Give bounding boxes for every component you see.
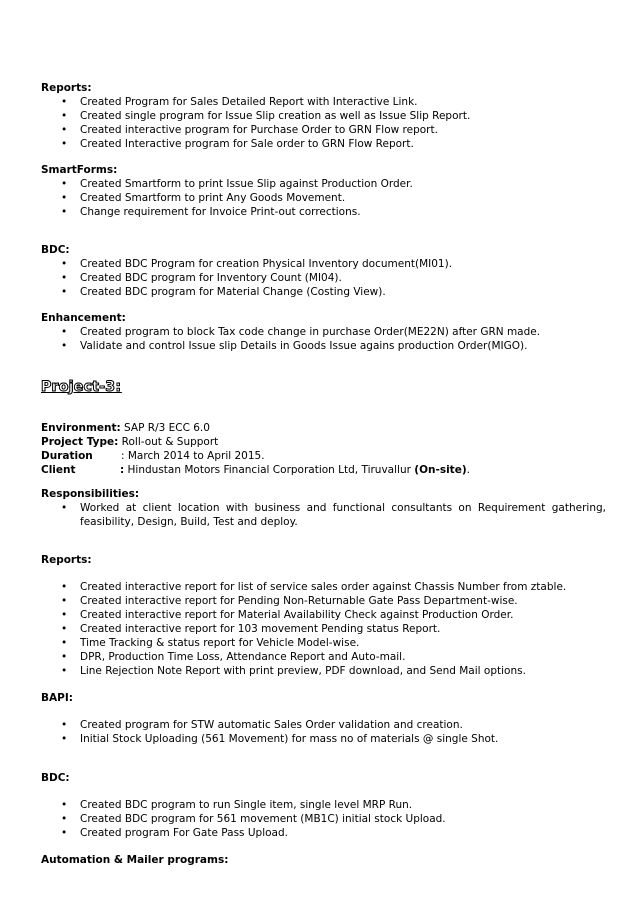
list-item: • Line Rejection Note Report with print preview, PDF download, and Send Mail options. bbox=[41, 664, 606, 678]
list-item: • Created interactive report for 103 movement Pending status Report. bbox=[41, 622, 606, 636]
list-item: • Created interactive report for Pending Non-Returnable Gate Pass Department-wise. bbox=[41, 594, 606, 608]
project-type-row bbox=[41, 435, 606, 449]
list-item: • Created program For Gate Pass Upload. bbox=[41, 826, 606, 840]
section-title: BDC: bbox=[41, 244, 70, 256]
bullet-list bbox=[41, 718, 606, 746]
project-heading: Project-3: bbox=[41, 379, 122, 395]
client-separator: : bbox=[120, 464, 125, 476]
project-type-label: Project Type: bbox=[41, 436, 119, 448]
bdc-section-2 bbox=[41, 771, 606, 840]
reports-section-1 bbox=[41, 81, 606, 151]
list-item: • Created Interactive program for Sale order to GRN Flow Report. bbox=[41, 137, 606, 151]
list-item: • Validate and control Issue slip Details in Goods Issue agains production Order(MIGO). bbox=[41, 339, 606, 353]
list-item: • Created interactive report for list of service sales order against Chassis Number from ztable. bbox=[41, 580, 606, 594]
list-item: • Created BDC program for Inventory Count (MI04). bbox=[41, 271, 606, 285]
list-item: • Created BDC program to run Single item, single level MRP Run. bbox=[41, 798, 606, 812]
bullet-list bbox=[41, 501, 606, 529]
client-end: . bbox=[466, 464, 470, 476]
list-item: • Created Smartform to print Issue Slip against Production Order. bbox=[41, 177, 606, 191]
environment-value: SAP R/3 ECC 6.0 bbox=[120, 422, 210, 434]
list-item: • Created interactive program for Purchase Order to GRN Flow report. bbox=[41, 123, 606, 137]
enhancement-section bbox=[41, 311, 606, 353]
reports-section-2 bbox=[41, 553, 606, 678]
environment-label: Environment: bbox=[41, 422, 121, 434]
section-title: Reports: bbox=[41, 554, 92, 566]
bullet-list bbox=[41, 798, 606, 840]
section-title: Responsibilities: bbox=[41, 488, 140, 500]
list-item: • Created BDC Program for creation Physical Inventory document(MI01). bbox=[41, 257, 606, 271]
client-row bbox=[41, 463, 606, 477]
automation-section bbox=[41, 853, 606, 867]
duration-value: : March 2014 to April 2015. bbox=[121, 450, 265, 462]
client-value: Hindustan Motors Financial Corporation Ltd, Tiruvallur bbox=[124, 464, 415, 476]
section-title: Enhancement: bbox=[41, 312, 126, 324]
bullet-list bbox=[41, 177, 606, 219]
bullet-list bbox=[41, 325, 606, 353]
duration-label: Duration bbox=[41, 450, 93, 462]
environment-row bbox=[41, 421, 606, 435]
list-item: • Created BDC program for 561 movement (MB1C) initial stock Upload. bbox=[41, 812, 606, 826]
list-item: • Created Program for Sales Detailed Report with Interactive Link. bbox=[41, 95, 606, 109]
bullet-list bbox=[41, 580, 606, 678]
bullet-list bbox=[41, 257, 606, 299]
section-title: Automation & Mailer programs: bbox=[41, 854, 229, 866]
list-item: • Created program for STW automatic Sales Order validation and creation. bbox=[41, 718, 606, 732]
bapi-section bbox=[41, 691, 606, 746]
section-title: SmartForms: bbox=[41, 164, 118, 176]
section-title: Reports: bbox=[41, 82, 92, 94]
client-onsite: (On-site) bbox=[414, 464, 467, 476]
project-type-value: Roll-out & Support bbox=[118, 436, 219, 448]
list-item: • Created interactive report for Material Availability Check against Production Order. bbox=[41, 608, 606, 622]
responsibilities-section bbox=[41, 487, 606, 529]
bdc-section-1 bbox=[41, 243, 606, 299]
list-item: • Time Tracking & status report for Vehicle Model-wise. bbox=[41, 636, 606, 650]
bullet-list bbox=[41, 95, 606, 151]
client-label: Client bbox=[41, 464, 76, 476]
list-item: • Change requirement for Invoice Print-out corrections. bbox=[41, 205, 606, 219]
list-item: • Initial Stock Uploading (561 Movement) for mass no of materials @ single Shot. bbox=[41, 732, 606, 746]
list-item: • Created Smartform to print Any Goods Movement. bbox=[41, 191, 606, 205]
section-title: BAPI: bbox=[41, 692, 73, 704]
duration-row bbox=[41, 449, 606, 463]
list-item: • Created program to block Tax code change in purchase Order(ME22N) after GRN made. bbox=[41, 325, 606, 339]
project-details bbox=[41, 421, 606, 477]
list-item: • Worked at client location with business and functional consultants on Requirement gathering, feasibility, Design, Build, Test and deploy. bbox=[41, 501, 606, 529]
list-item: • Created BDC program for Material Change (Costing View). bbox=[41, 285, 606, 299]
list-item: • Created single program for Issue Slip creation as well as Issue Slip Report. bbox=[41, 109, 606, 123]
list-item: • DPR, Production Time Loss, Attendance Report and Auto-mail. bbox=[41, 650, 606, 664]
section-title: BDC: bbox=[41, 772, 70, 784]
smartforms-section bbox=[41, 163, 606, 219]
